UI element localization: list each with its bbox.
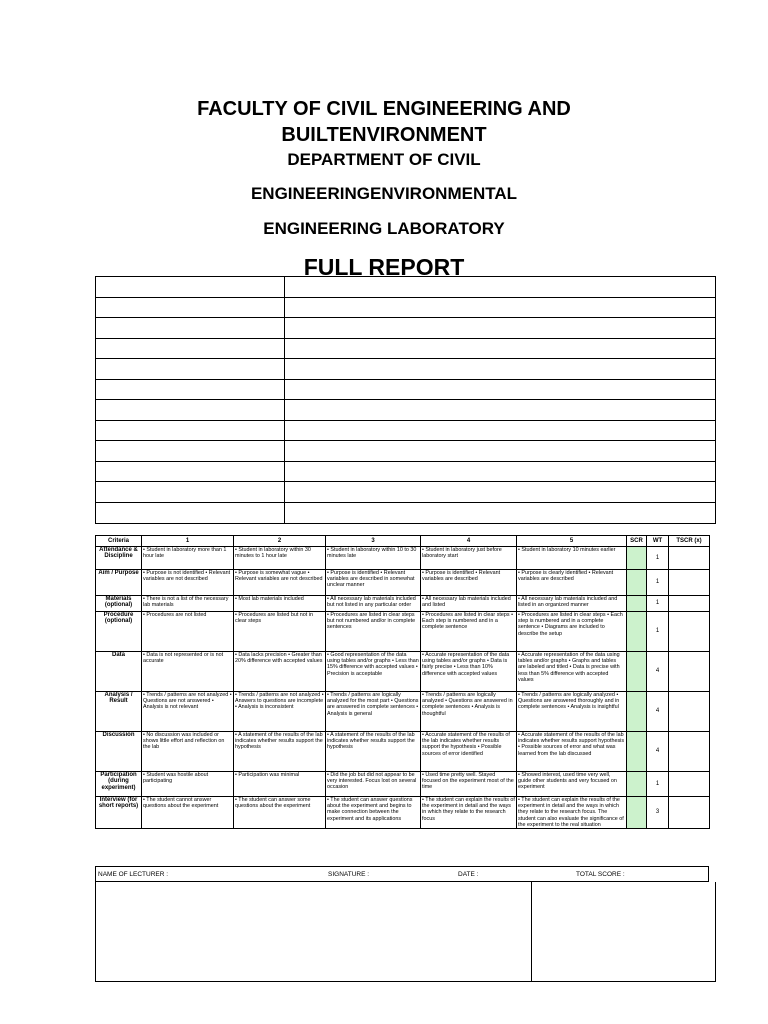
signature-footer bbox=[95, 866, 709, 882]
level-3-descriptor: • Trends / patterns are logically analyzed for the most part • Questions are answered in complete sentences • Analysis is general bbox=[326, 692, 421, 732]
report-info-table bbox=[95, 276, 716, 524]
header-level-5: 5 bbox=[517, 536, 627, 547]
level-1-descriptor: • Student in laboratory more than 1 hour late bbox=[142, 547, 234, 570]
weight-cell: 1 bbox=[647, 570, 669, 596]
info-row bbox=[96, 339, 715, 360]
department-line1: DEPARTMENT OF CIVIL bbox=[287, 150, 481, 169]
level-5-descriptor: • Accurate statement of the results of the lab indicates whether results support hypothesis • Possible sources of error and what was learned from the lab discussed bbox=[517, 732, 627, 772]
level-1-descriptor: • Procedures are not listed bbox=[142, 612, 234, 652]
level-3-descriptor: • All necessary lab materials included but not listed in any particular order bbox=[326, 596, 421, 612]
level-3-descriptor: • Did the job but did not appear to be very interested. Focus lost on several occasion bbox=[326, 772, 421, 797]
info-value-cell[interactable] bbox=[285, 400, 715, 420]
info-value-cell[interactable] bbox=[285, 482, 715, 502]
rubric-table bbox=[95, 535, 710, 829]
level-2-descriptor: • A statement of the results of the lab indicates whether results support the hypothesis bbox=[234, 732, 326, 772]
level-4-descriptor: • Trends / patterns are logically analyzed • Questions are answered in complete sentences • Analysis is thoughtful bbox=[421, 692, 517, 732]
rubric-header-row bbox=[96, 536, 710, 547]
info-row bbox=[96, 441, 715, 462]
header-level-2: 2 bbox=[234, 536, 326, 547]
header-scr: SCR bbox=[627, 536, 647, 547]
info-row bbox=[96, 421, 715, 442]
criteria-cell: Analysis / Result bbox=[96, 692, 142, 732]
level-1-descriptor: • Data is not represented or is not accurate bbox=[142, 652, 234, 692]
weight-cell: 1 bbox=[647, 596, 669, 612]
level-1-descriptor: • Student was hostile about participating bbox=[142, 772, 234, 797]
score-input-cell[interactable] bbox=[627, 772, 647, 797]
info-row bbox=[96, 298, 715, 319]
total-score-cell[interactable] bbox=[669, 596, 710, 612]
total-score-cell[interactable] bbox=[669, 772, 710, 797]
info-label-cell bbox=[96, 421, 285, 441]
weight-cell: 4 bbox=[647, 732, 669, 772]
info-row bbox=[96, 482, 715, 503]
total-score-cell[interactable] bbox=[669, 547, 710, 570]
comments-divider bbox=[531, 882, 532, 981]
rubric-row bbox=[96, 732, 710, 772]
level-2-descriptor: • Most lab materials included bbox=[234, 596, 326, 612]
info-row bbox=[96, 400, 715, 421]
level-2-descriptor: • Data lacks precision • Greater than 20% difference with accepted values bbox=[234, 652, 326, 692]
level-5-descriptor: • Purpose is clearly identified • Relevant variables are described bbox=[517, 570, 627, 596]
criteria-cell: Interview (for short reports) bbox=[96, 797, 142, 829]
comments-box[interactable] bbox=[95, 882, 716, 982]
criteria-cell: Participation (during experiment) bbox=[96, 772, 142, 797]
criteria-cell: Discussion bbox=[96, 732, 142, 772]
info-label-cell bbox=[96, 482, 285, 502]
weight-cell: 1 bbox=[647, 612, 669, 652]
total-score-cell[interactable] bbox=[669, 570, 710, 596]
info-label-cell bbox=[96, 441, 285, 461]
total-score-label: TOTAL SCORE : bbox=[576, 871, 625, 878]
weight-cell: 1 bbox=[647, 547, 669, 570]
faculty-title-line1: FACULTY OF CIVIL ENGINEERING AND bbox=[197, 98, 571, 120]
info-value-cell[interactable] bbox=[285, 441, 715, 461]
score-input-cell[interactable] bbox=[627, 652, 647, 692]
info-value-cell[interactable] bbox=[285, 503, 715, 524]
level-2-descriptor: • The student can answer some questions about the experiment bbox=[234, 797, 326, 829]
rubric-row bbox=[96, 570, 710, 596]
info-row bbox=[96, 462, 715, 483]
lecturer-label: NAME OF LECTURER : bbox=[98, 871, 169, 878]
info-label-cell bbox=[96, 339, 285, 359]
header-wt: WT bbox=[647, 536, 669, 547]
lab-name: ENGINEERING LABORATORY bbox=[263, 219, 505, 238]
info-label-cell bbox=[96, 298, 285, 318]
level-3-descriptor: • Student in laboratory within 10 to 30 minutes late bbox=[326, 547, 421, 570]
level-3-descriptor: • The student can answer questions about the experiment and begins to make connection between the experiment and its applications bbox=[326, 797, 421, 829]
total-score-cell[interactable] bbox=[669, 652, 710, 692]
level-5-descriptor: • Student in laboratory 10 minutes earlier bbox=[517, 547, 627, 570]
level-2-descriptor: • Procedures are listed but not in clear steps bbox=[234, 612, 326, 652]
level-4-descriptor: • The student can explain the results of the experiment in detail and the ways in which they relate to the research focus bbox=[421, 797, 517, 829]
info-row bbox=[96, 503, 715, 524]
faculty-title bbox=[0, 96, 768, 148]
level-1-descriptor: • No discussion was included or shows little effort and reflection on the lab bbox=[142, 732, 234, 772]
info-label-cell bbox=[96, 359, 285, 379]
level-2-descriptor: • Purpose is somewhat vague • Relevant variables are not described bbox=[234, 570, 326, 596]
level-5-descriptor: • Procedures are listed in clear steps • Each step is numbered and in a complete sentence • Diagrams are included to describe the setup bbox=[517, 612, 627, 652]
info-value-cell[interactable] bbox=[285, 318, 715, 338]
level-5-descriptor: • Accurate representation of the data using tables and/or graphs • Graphs and tables are labeled and titled • Data is precise with less than 5% difference with accepted values bbox=[517, 652, 627, 692]
level-4-descriptor: • Procedures are listed in clear steps • Each step is numbered and in a complete sentence bbox=[421, 612, 517, 652]
signature-label: SIGNATURE : bbox=[328, 871, 370, 878]
header-level-4: 4 bbox=[421, 536, 517, 547]
level-4-descriptor: • Used time pretty well. Stayed focused on the experiment most of the time bbox=[421, 772, 517, 797]
weight-cell: 4 bbox=[647, 692, 669, 732]
level-2-descriptor: • Participation was minimal bbox=[234, 772, 326, 797]
level-2-descriptor: • Trends / patterns are not analyzed • Answers to questions are incomplete • Analysis is inconsistent bbox=[234, 692, 326, 732]
level-4-descriptor: • Accurate statement of the results of the lab indicates whether results support the hypothesis • Possible sources of error identified bbox=[421, 732, 517, 772]
info-row bbox=[96, 318, 715, 339]
header-level-1: 1 bbox=[142, 536, 234, 547]
level-3-descriptor: • Procedures are listed in clear steps but not numbered and/or in complete sentences bbox=[326, 612, 421, 652]
criteria-cell: Aim / Purpose bbox=[96, 570, 142, 596]
rubric-row bbox=[96, 772, 710, 797]
level-1-descriptor: • The student cannot answer questions about the experiment bbox=[142, 797, 234, 829]
total-score-cell[interactable] bbox=[669, 692, 710, 732]
level-5-descriptor: • All necessary lab materials included and listed in an organized manner bbox=[517, 596, 627, 612]
rubric-row bbox=[96, 652, 710, 692]
info-row bbox=[96, 380, 715, 401]
level-1-descriptor: • Purpose is not identified • Relevant variables are not described bbox=[142, 570, 234, 596]
level-3-descriptor: • Purpose is identified • Relevant variables are described in somewhat unclear manner bbox=[326, 570, 421, 596]
header-criteria: Criteria bbox=[96, 536, 142, 547]
score-input-cell[interactable] bbox=[627, 596, 647, 612]
header-level-3: 3 bbox=[326, 536, 421, 547]
date-label: DATE : bbox=[458, 871, 479, 878]
info-label-cell bbox=[96, 503, 285, 524]
info-value-cell[interactable] bbox=[285, 277, 715, 297]
score-input-cell[interactable] bbox=[627, 547, 647, 570]
rubric-row bbox=[96, 692, 710, 732]
criteria-cell: Attendance & Discipline bbox=[96, 547, 142, 570]
info-value-cell[interactable] bbox=[285, 421, 715, 441]
level-3-descriptor: • Good representation of the data using tables and/or graphs • Less than 15% difference with accepted values • Precision is acceptable bbox=[326, 652, 421, 692]
weight-cell: 4 bbox=[647, 652, 669, 692]
level-5-descriptor: • The student can explain the results of the experiment in detail and the ways in which they relate to the research focus. The student can also evaluate the significance of the experiment to the real situation bbox=[517, 797, 627, 829]
rubric-row bbox=[96, 612, 710, 652]
level-4-descriptor: • Accurate representation of the data using tables and/or graphs • Data is fairly precise • Less than 10% difference with accepted values bbox=[421, 652, 517, 692]
info-label-cell bbox=[96, 318, 285, 338]
report-type-title: FULL REPORT bbox=[303, 254, 465, 280]
score-input-cell[interactable] bbox=[627, 797, 647, 829]
level-2-descriptor: • Student in laboratory within 30 minutes to 1 hour late bbox=[234, 547, 326, 570]
score-input-cell[interactable] bbox=[627, 570, 647, 596]
info-value-cell[interactable] bbox=[285, 298, 715, 318]
info-value-cell[interactable] bbox=[285, 462, 715, 482]
info-value-cell[interactable] bbox=[285, 339, 715, 359]
criteria-cell: Materials (optional) bbox=[96, 596, 142, 612]
total-score-cell[interactable] bbox=[669, 732, 710, 772]
faculty-title-line2: BUILTENVIRONMENT bbox=[281, 124, 487, 146]
total-score-cell[interactable] bbox=[669, 612, 710, 652]
rubric-row bbox=[96, 797, 710, 829]
score-input-cell[interactable] bbox=[627, 732, 647, 772]
level-1-descriptor: • Trends / patterns are not analyzed • Questions are not answered • Analysis is not relevant bbox=[142, 692, 234, 732]
info-value-cell[interactable] bbox=[285, 380, 715, 400]
level-3-descriptor: • A statement of the results of the lab indicates whether results support the hypothesis bbox=[326, 732, 421, 772]
level-5-descriptor: • Showed interest, used time very well, guide other students and very focused on experiment bbox=[517, 772, 627, 797]
criteria-cell: Procedure (optional) bbox=[96, 612, 142, 652]
level-4-descriptor: • Student in laboratory just before laboratory start bbox=[421, 547, 517, 570]
weight-cell: 3 bbox=[647, 797, 669, 829]
criteria-cell: Data bbox=[96, 652, 142, 692]
level-4-descriptor: • Purpose is identified • Relevant variables are described bbox=[421, 570, 517, 596]
info-label-cell bbox=[96, 400, 285, 420]
rubric-row bbox=[96, 547, 710, 570]
info-row bbox=[96, 277, 715, 298]
level-4-descriptor: • All necessary lab materials included and listed bbox=[421, 596, 517, 612]
total-score-cell[interactable] bbox=[669, 797, 710, 829]
info-label-cell bbox=[96, 277, 285, 297]
score-input-cell[interactable] bbox=[627, 612, 647, 652]
header-tscr: TSCR (x) bbox=[669, 536, 710, 547]
rubric-row bbox=[96, 596, 710, 612]
level-1-descriptor: • There is not a list of the necessary lab materials bbox=[142, 596, 234, 612]
department-line2: ENGINEERINGENVIRONMENTAL bbox=[250, 184, 518, 203]
info-label-cell bbox=[96, 462, 285, 482]
weight-cell: 1 bbox=[647, 772, 669, 797]
info-row bbox=[96, 359, 715, 380]
score-input-cell[interactable] bbox=[627, 692, 647, 732]
level-5-descriptor: • Trends / patterns are logically analyzed • Questions are answered thoroughly and in complete sentences • Analysis is insightful bbox=[517, 692, 627, 732]
info-value-cell[interactable] bbox=[285, 359, 715, 379]
info-label-cell bbox=[96, 380, 285, 400]
